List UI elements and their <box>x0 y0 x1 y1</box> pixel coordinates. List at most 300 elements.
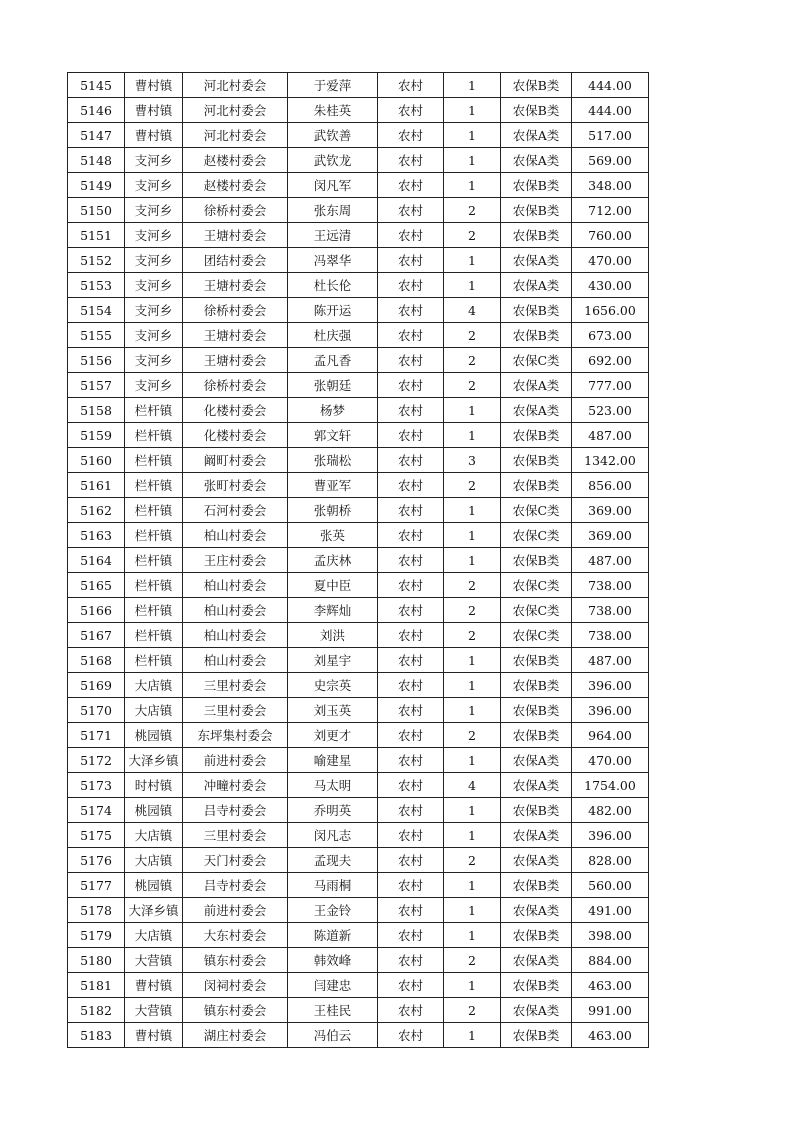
household-type-cell: 农村 <box>378 573 444 598</box>
table-row <box>68 298 649 323</box>
household-type-cell: 农村 <box>378 398 444 423</box>
member-count-cell: 2 <box>444 598 501 623</box>
name-cell: 喻建星 <box>288 748 378 773</box>
household-type-cell: 农村 <box>378 223 444 248</box>
town-cell: 大店镇 <box>125 923 183 948</box>
amount-cell: 396.00 <box>572 823 649 848</box>
name-cell: 郭文轩 <box>288 423 378 448</box>
town-cell: 栏杆镇 <box>125 398 183 423</box>
category-cell: 农保B类 <box>501 973 572 998</box>
household-type-cell: 农村 <box>378 448 444 473</box>
village-cell: 吕寺村委会 <box>183 873 288 898</box>
category-cell: 农保A类 <box>501 898 572 923</box>
town-cell: 支河乡 <box>125 173 183 198</box>
village-cell: 三里村委会 <box>183 698 288 723</box>
member-count-cell: 1 <box>444 648 501 673</box>
amount-cell: 884.00 <box>572 948 649 973</box>
category-cell: 农保A类 <box>501 398 572 423</box>
table-row <box>68 398 649 423</box>
village-cell: 王塘村委会 <box>183 323 288 348</box>
amount-cell: 396.00 <box>572 698 649 723</box>
household-type-cell: 农村 <box>378 823 444 848</box>
member-count-cell: 2 <box>444 348 501 373</box>
amount-cell: 856.00 <box>572 473 649 498</box>
village-cell: 天门村委会 <box>183 848 288 873</box>
household-type-cell: 农村 <box>378 98 444 123</box>
table-row <box>68 98 649 123</box>
name-cell: 陈道新 <box>288 923 378 948</box>
member-count-cell: 1 <box>444 173 501 198</box>
household-type-cell: 农村 <box>378 673 444 698</box>
town-cell: 大店镇 <box>125 673 183 698</box>
member-count-cell: 1 <box>444 273 501 298</box>
member-count-cell: 1 <box>444 248 501 273</box>
village-cell: 团结村委会 <box>183 248 288 273</box>
record-id-cell: 5151 <box>68 223 125 248</box>
table-row <box>68 598 649 623</box>
record-id-cell: 5148 <box>68 148 125 173</box>
table-row <box>68 848 649 873</box>
member-count-cell: 1 <box>444 548 501 573</box>
category-cell: 农保B类 <box>501 648 572 673</box>
amount-cell: 369.00 <box>572 523 649 548</box>
village-cell: 王塘村委会 <box>183 223 288 248</box>
name-cell: 乔明英 <box>288 798 378 823</box>
name-cell: 张东周 <box>288 198 378 223</box>
village-cell: 三里村委会 <box>183 823 288 848</box>
household-type-cell: 农村 <box>378 1023 444 1048</box>
village-cell: 柏山村委会 <box>183 573 288 598</box>
name-cell: 杜庆强 <box>288 323 378 348</box>
town-cell: 栏杆镇 <box>125 523 183 548</box>
category-cell: 农保C类 <box>501 623 572 648</box>
table-row <box>68 573 649 598</box>
amount-cell: 463.00 <box>572 1023 649 1048</box>
amount-cell: 1342.00 <box>572 448 649 473</box>
town-cell: 栏杆镇 <box>125 548 183 573</box>
town-cell: 时村镇 <box>125 773 183 798</box>
village-cell: 赵楼村委会 <box>183 173 288 198</box>
household-type-cell: 农村 <box>378 548 444 573</box>
name-cell: 闵凡军 <box>288 173 378 198</box>
record-id-cell: 5145 <box>68 73 125 98</box>
table-row <box>68 748 649 773</box>
amount-cell: 692.00 <box>572 348 649 373</box>
table-row <box>68 473 649 498</box>
village-cell: 闵祠村委会 <box>183 973 288 998</box>
member-count-cell: 1 <box>444 73 501 98</box>
record-id-cell: 5156 <box>68 348 125 373</box>
amount-cell: 777.00 <box>572 373 649 398</box>
record-id-cell: 5181 <box>68 973 125 998</box>
record-id-cell: 5164 <box>68 548 125 573</box>
amount-cell: 470.00 <box>572 248 649 273</box>
town-cell: 桃园镇 <box>125 798 183 823</box>
member-count-cell: 4 <box>444 298 501 323</box>
name-cell: 杨梦 <box>288 398 378 423</box>
amount-cell: 463.00 <box>572 973 649 998</box>
category-cell: 农保B类 <box>501 923 572 948</box>
category-cell: 农保A类 <box>501 823 572 848</box>
amount-cell: 517.00 <box>572 123 649 148</box>
table-row <box>68 148 649 173</box>
record-id-cell: 5177 <box>68 873 125 898</box>
household-type-cell: 农村 <box>378 898 444 923</box>
village-cell: 徐桥村委会 <box>183 373 288 398</box>
table-row <box>68 673 649 698</box>
member-count-cell: 2 <box>444 223 501 248</box>
record-id-cell: 5157 <box>68 373 125 398</box>
amount-cell: 712.00 <box>572 198 649 223</box>
town-cell: 大店镇 <box>125 823 183 848</box>
village-cell: 河北村委会 <box>183 73 288 98</box>
table-row <box>68 248 649 273</box>
category-cell: 农保B类 <box>501 473 572 498</box>
category-cell: 农保A类 <box>501 148 572 173</box>
town-cell: 栏杆镇 <box>125 573 183 598</box>
category-cell: 农保B类 <box>501 198 572 223</box>
amount-cell: 444.00 <box>572 73 649 98</box>
table-row <box>68 373 649 398</box>
record-id-cell: 5173 <box>68 773 125 798</box>
category-cell: 农保B类 <box>501 1023 572 1048</box>
record-id-cell: 5179 <box>68 923 125 948</box>
record-id-cell: 5155 <box>68 323 125 348</box>
town-cell: 大泽乡镇 <box>125 748 183 773</box>
category-cell: 农保A类 <box>501 748 572 773</box>
category-cell: 农保A类 <box>501 773 572 798</box>
name-cell: 张瑞松 <box>288 448 378 473</box>
amount-cell: 487.00 <box>572 423 649 448</box>
amount-cell: 560.00 <box>572 873 649 898</box>
town-cell: 曹村镇 <box>125 98 183 123</box>
table-row <box>68 423 649 448</box>
name-cell: 马雨桐 <box>288 873 378 898</box>
name-cell: 马太明 <box>288 773 378 798</box>
village-cell: 湖庄村委会 <box>183 1023 288 1048</box>
category-cell: 农保C类 <box>501 498 572 523</box>
amount-cell: 1754.00 <box>572 773 649 798</box>
category-cell: 农保A类 <box>501 123 572 148</box>
household-type-cell: 农村 <box>378 848 444 873</box>
table-row <box>68 948 649 973</box>
member-count-cell: 2 <box>444 473 501 498</box>
village-cell: 张町村委会 <box>183 473 288 498</box>
amount-cell: 444.00 <box>572 98 649 123</box>
village-cell: 化楼村委会 <box>183 398 288 423</box>
record-id-cell: 5169 <box>68 673 125 698</box>
village-cell: 河北村委会 <box>183 98 288 123</box>
record-id-cell: 5162 <box>68 498 125 523</box>
name-cell: 孟庆林 <box>288 548 378 573</box>
town-cell: 栏杆镇 <box>125 623 183 648</box>
name-cell: 陈开运 <box>288 298 378 323</box>
village-cell: 前进村委会 <box>183 898 288 923</box>
member-count-cell: 1 <box>444 98 501 123</box>
household-type-cell: 农村 <box>378 873 444 898</box>
member-count-cell: 2 <box>444 723 501 748</box>
member-count-cell: 1 <box>444 798 501 823</box>
name-cell: 王桂民 <box>288 998 378 1023</box>
member-count-cell: 3 <box>444 448 501 473</box>
village-cell: 柏山村委会 <box>183 623 288 648</box>
record-id-cell: 5168 <box>68 648 125 673</box>
category-cell: 农保B类 <box>501 723 572 748</box>
household-type-cell: 农村 <box>378 173 444 198</box>
village-cell: 东坪集村委会 <box>183 723 288 748</box>
town-cell: 曹村镇 <box>125 1023 183 1048</box>
record-id-cell: 5154 <box>68 298 125 323</box>
record-id-cell: 5158 <box>68 398 125 423</box>
category-cell: 农保B类 <box>501 423 572 448</box>
town-cell: 支河乡 <box>125 248 183 273</box>
town-cell: 大店镇 <box>125 848 183 873</box>
household-type-cell: 农村 <box>378 648 444 673</box>
amount-cell: 523.00 <box>572 398 649 423</box>
name-cell: 闫建忠 <box>288 973 378 998</box>
record-id-cell: 5167 <box>68 623 125 648</box>
household-type-cell: 农村 <box>378 748 444 773</box>
member-count-cell: 1 <box>444 823 501 848</box>
village-cell: 冲疃村委会 <box>183 773 288 798</box>
town-cell: 栏杆镇 <box>125 498 183 523</box>
household-type-cell: 农村 <box>378 623 444 648</box>
name-cell: 夏中臣 <box>288 573 378 598</box>
village-cell: 王塘村委会 <box>183 348 288 373</box>
household-type-cell: 农村 <box>378 723 444 748</box>
village-cell: 王庄村委会 <box>183 548 288 573</box>
name-cell: 闵凡志 <box>288 823 378 848</box>
amount-cell: 964.00 <box>572 723 649 748</box>
household-type-cell: 农村 <box>378 973 444 998</box>
member-count-cell: 1 <box>444 398 501 423</box>
record-id-cell: 5146 <box>68 98 125 123</box>
household-type-cell: 农村 <box>378 273 444 298</box>
name-cell: 刘星宇 <box>288 648 378 673</box>
household-type-cell: 农村 <box>378 998 444 1023</box>
village-cell: 石河村委会 <box>183 498 288 523</box>
member-count-cell: 1 <box>444 898 501 923</box>
record-id-cell: 5165 <box>68 573 125 598</box>
town-cell: 栏杆镇 <box>125 648 183 673</box>
category-cell: 农保A类 <box>501 248 572 273</box>
amount-cell: 470.00 <box>572 748 649 773</box>
member-count-cell: 2 <box>444 848 501 873</box>
village-cell: 赵楼村委会 <box>183 148 288 173</box>
village-cell: 河北村委会 <box>183 123 288 148</box>
amount-cell: 673.00 <box>572 323 649 348</box>
household-type-cell: 农村 <box>378 373 444 398</box>
category-cell: 农保B类 <box>501 223 572 248</box>
record-id-cell: 5159 <box>68 423 125 448</box>
table-row <box>68 923 649 948</box>
category-cell: 农保B类 <box>501 173 572 198</box>
amount-cell: 369.00 <box>572 498 649 523</box>
member-count-cell: 1 <box>444 148 501 173</box>
member-count-cell: 1 <box>444 523 501 548</box>
amount-cell: 430.00 <box>572 273 649 298</box>
record-id-cell: 5182 <box>68 998 125 1023</box>
name-cell: 冯伯云 <box>288 1023 378 1048</box>
village-cell: 三里村委会 <box>183 673 288 698</box>
town-cell: 栏杆镇 <box>125 473 183 498</box>
household-type-cell: 农村 <box>378 798 444 823</box>
record-id-cell: 5180 <box>68 948 125 973</box>
name-cell: 王金铃 <box>288 898 378 923</box>
member-count-cell: 1 <box>444 873 501 898</box>
category-cell: 农保C类 <box>501 573 572 598</box>
town-cell: 曹村镇 <box>125 973 183 998</box>
town-cell: 支河乡 <box>125 323 183 348</box>
table-row <box>68 348 649 373</box>
town-cell: 曹村镇 <box>125 73 183 98</box>
household-type-cell: 农村 <box>378 498 444 523</box>
record-id-cell: 5160 <box>68 448 125 473</box>
member-count-cell: 1 <box>444 123 501 148</box>
household-type-cell: 农村 <box>378 923 444 948</box>
table-row <box>68 648 649 673</box>
name-cell: 韩效峰 <box>288 948 378 973</box>
household-type-cell: 农村 <box>378 348 444 373</box>
name-cell: 王远清 <box>288 223 378 248</box>
household-type-cell: 农村 <box>378 248 444 273</box>
category-cell: 农保A类 <box>501 373 572 398</box>
town-cell: 支河乡 <box>125 198 183 223</box>
record-id-cell: 5170 <box>68 698 125 723</box>
table-row <box>68 723 649 748</box>
household-type-cell: 农村 <box>378 298 444 323</box>
amount-cell: 487.00 <box>572 648 649 673</box>
member-count-cell: 2 <box>444 573 501 598</box>
category-cell: 农保B类 <box>501 298 572 323</box>
record-id-cell: 5149 <box>68 173 125 198</box>
amount-cell: 482.00 <box>572 798 649 823</box>
member-count-cell: 1 <box>444 673 501 698</box>
village-cell: 阚町村委会 <box>183 448 288 473</box>
town-cell: 支河乡 <box>125 148 183 173</box>
town-cell: 支河乡 <box>125 373 183 398</box>
category-cell: 农保C类 <box>501 598 572 623</box>
village-cell: 徐桥村委会 <box>183 198 288 223</box>
member-count-cell: 2 <box>444 623 501 648</box>
name-cell: 杜长伦 <box>288 273 378 298</box>
member-count-cell: 1 <box>444 423 501 448</box>
category-cell: 农保B类 <box>501 73 572 98</box>
member-count-cell: 2 <box>444 373 501 398</box>
town-cell: 栏杆镇 <box>125 448 183 473</box>
household-type-cell: 农村 <box>378 948 444 973</box>
name-cell: 张朝桥 <box>288 498 378 523</box>
category-cell: 农保B类 <box>501 323 572 348</box>
household-type-cell: 农村 <box>378 123 444 148</box>
town-cell: 大营镇 <box>125 998 183 1023</box>
name-cell: 刘玉英 <box>288 698 378 723</box>
record-id-cell: 5147 <box>68 123 125 148</box>
village-cell: 镇东村委会 <box>183 948 288 973</box>
village-cell: 吕寺村委会 <box>183 798 288 823</box>
village-cell: 镇东村委会 <box>183 998 288 1023</box>
name-cell: 孟凡香 <box>288 348 378 373</box>
category-cell: 农保B类 <box>501 448 572 473</box>
household-type-cell: 农村 <box>378 473 444 498</box>
amount-cell: 828.00 <box>572 848 649 873</box>
amount-cell: 491.00 <box>572 898 649 923</box>
table-row <box>68 198 649 223</box>
amount-cell: 398.00 <box>572 923 649 948</box>
household-type-cell: 农村 <box>378 198 444 223</box>
name-cell: 曹亚军 <box>288 473 378 498</box>
table-body <box>68 73 649 1048</box>
table-row <box>68 998 649 1023</box>
member-count-cell: 2 <box>444 998 501 1023</box>
amount-cell: 569.00 <box>572 148 649 173</box>
village-cell: 王塘村委会 <box>183 273 288 298</box>
name-cell: 刘更才 <box>288 723 378 748</box>
table-row <box>68 548 649 573</box>
record-id-cell: 5183 <box>68 1023 125 1048</box>
table-row <box>68 123 649 148</box>
category-cell: 农保B类 <box>501 873 572 898</box>
table-row <box>68 623 649 648</box>
table-row <box>68 773 649 798</box>
town-cell: 支河乡 <box>125 273 183 298</box>
town-cell: 大营镇 <box>125 948 183 973</box>
town-cell: 支河乡 <box>125 348 183 373</box>
village-cell: 柏山村委会 <box>183 598 288 623</box>
amount-cell: 487.00 <box>572 548 649 573</box>
name-cell: 张英 <box>288 523 378 548</box>
category-cell: 农保C类 <box>501 523 572 548</box>
record-id-cell: 5175 <box>68 823 125 848</box>
table-row <box>68 798 649 823</box>
table-row <box>68 898 649 923</box>
category-cell: 农保C类 <box>501 348 572 373</box>
record-id-cell: 5153 <box>68 273 125 298</box>
table-row <box>68 973 649 998</box>
household-type-cell: 农村 <box>378 148 444 173</box>
village-cell: 前进村委会 <box>183 748 288 773</box>
table-row <box>68 273 649 298</box>
record-id-cell: 5178 <box>68 898 125 923</box>
category-cell: 农保B类 <box>501 698 572 723</box>
town-cell: 桃园镇 <box>125 873 183 898</box>
amount-cell: 1656.00 <box>572 298 649 323</box>
name-cell: 武钦龙 <box>288 148 378 173</box>
household-type-cell: 农村 <box>378 773 444 798</box>
name-cell: 武钦善 <box>288 123 378 148</box>
category-cell: 农保B类 <box>501 548 572 573</box>
category-cell: 农保A类 <box>501 848 572 873</box>
member-count-cell: 2 <box>444 198 501 223</box>
member-count-cell: 1 <box>444 498 501 523</box>
record-id-cell: 5166 <box>68 598 125 623</box>
amount-cell: 760.00 <box>572 223 649 248</box>
town-cell: 大泽乡镇 <box>125 898 183 923</box>
village-cell: 徐桥村委会 <box>183 298 288 323</box>
amount-cell: 738.00 <box>572 598 649 623</box>
category-cell: 农保A类 <box>501 948 572 973</box>
amount-cell: 991.00 <box>572 998 649 1023</box>
household-type-cell: 农村 <box>378 698 444 723</box>
household-type-cell: 农村 <box>378 598 444 623</box>
name-cell: 李辉灿 <box>288 598 378 623</box>
household-type-cell: 农村 <box>378 73 444 98</box>
table-row <box>68 448 649 473</box>
town-cell: 支河乡 <box>125 223 183 248</box>
name-cell: 孟现夫 <box>288 848 378 873</box>
category-cell: 农保B类 <box>501 798 572 823</box>
household-type-cell: 农村 <box>378 423 444 448</box>
